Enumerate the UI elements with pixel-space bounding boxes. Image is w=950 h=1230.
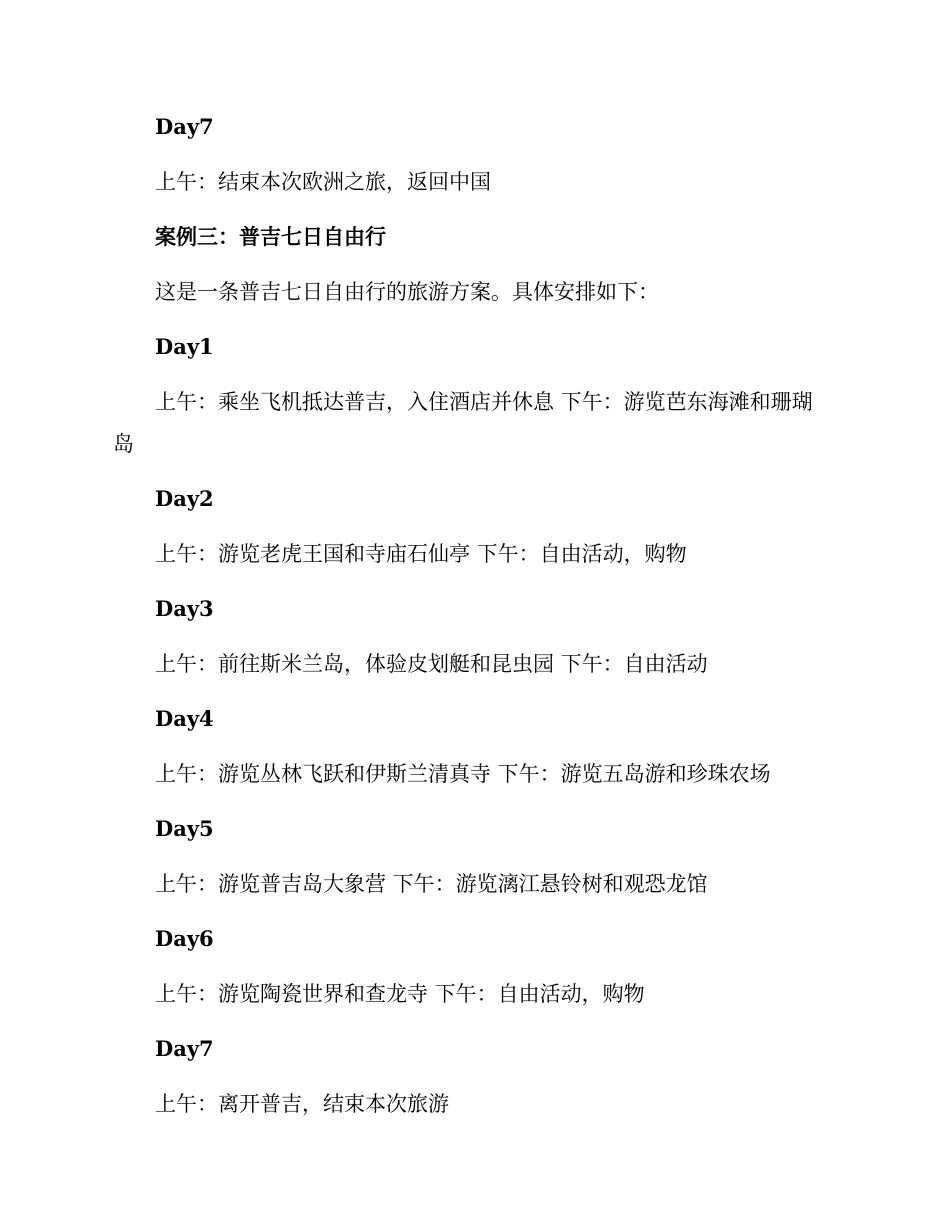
day-heading: Day4	[155, 706, 214, 731]
day-heading: Day7	[155, 1036, 214, 1061]
intro-paragraph: 这是一条普吉七日自由行的旅游方案。具体安排如下：	[155, 280, 659, 304]
itinerary-line: 上午：乘坐飞机抵达普吉，入住酒店并休息 下午：游览芭东海滩和珊瑚	[155, 390, 813, 414]
day-heading: Day7	[155, 114, 214, 139]
day-heading: Day3	[155, 596, 214, 621]
day-heading: Day6	[155, 926, 214, 951]
itinerary-line: 上午：游览普吉岛大象营 下午：游览漓江悬铃树和观恐龙馆	[155, 872, 708, 896]
itinerary-line: 上午：游览陶瓷世界和查龙寺 下午：自由活动，购物	[155, 982, 645, 1006]
day-heading: Day1	[155, 334, 214, 359]
itinerary-line: 上午：前往斯米兰岛，体验皮划艇和昆虫园 下午：自由活动	[155, 652, 708, 676]
day-heading: Day5	[155, 816, 214, 841]
itinerary-line: 上午：游览老虎王国和寺庙石仙亭 下午：自由活动，购物	[155, 542, 687, 566]
case-heading: 案例三：普吉七日自由行	[155, 224, 386, 249]
day-heading: Day2	[155, 486, 214, 511]
itinerary-line: 上午：离开普吉，结束本次旅游	[155, 1092, 449, 1116]
itinerary-line-continuation: 岛	[113, 432, 134, 456]
itinerary-line: 上午：结束本次欧洲之旅，返回中国	[155, 170, 491, 194]
itinerary-line: 上午：游览丛林飞跃和伊斯兰清真寺 下午：游览五岛游和珍珠农场	[155, 762, 771, 786]
